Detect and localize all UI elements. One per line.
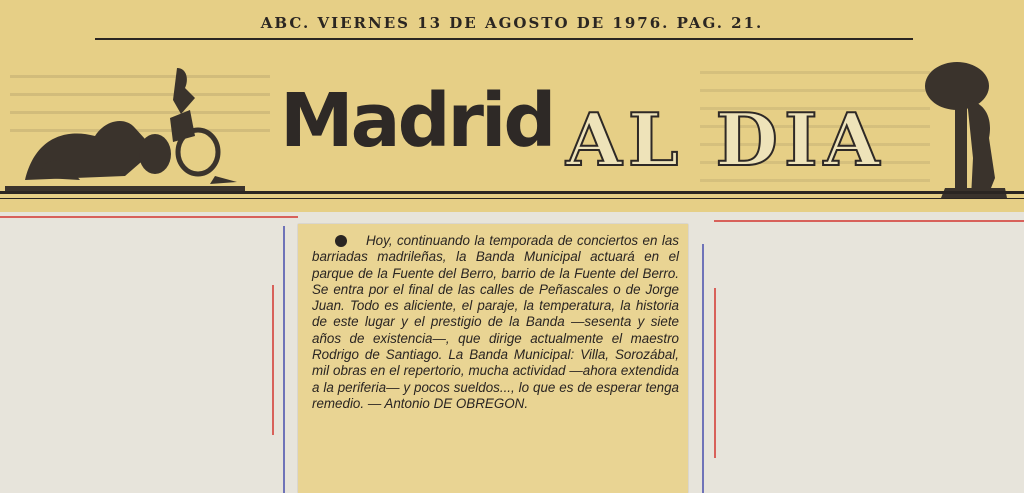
- masthead-al-dia: AL DIA: [566, 97, 886, 182]
- margin-line-blue-vertical-right: [702, 244, 704, 493]
- newspaper-header: [0, 0, 1024, 212]
- margin-line-red-horizontal-right: [714, 220, 1024, 222]
- margin-line-red-vertical-right: [714, 288, 716, 458]
- masthead-madrid: Madrid: [280, 78, 554, 164]
- header-rule-top: [95, 38, 913, 40]
- header-rule-bottom: [0, 191, 1024, 194]
- article-body: Hoy, continuando la temporada de conciertos en las barriadas madrileñas, la Banda Municipal actuará en el parque de la Fuente del Berro, barrio de la Fuente del Berro. Se entra por el final de las calles de Peñascales o de Jorge Juan. Todo es aliciente, el paraje, la temperatura, la historia de este lugar y el prestigio de la Banda —sesenta y siete años de existencia—, que dirige actualmente el maestro Rodrigo de Santiago. La Banda Municipal: Villa, Sorozábal, mil obras en el repertorio, mucha actividad —ahora extendida a la periferia— y pocos sueldos..., lo que es de esperar tenga remedio. — Antonio DE OBREGON.: [312, 233, 679, 411]
- margin-line-blue-vertical-left: [283, 226, 285, 493]
- margin-line-red-horizontal-left: [0, 216, 298, 218]
- margin-line-red-vertical-left: [272, 285, 274, 435]
- article-clipping: [298, 224, 688, 493]
- dateline: ABC. VIERNES 13 DE AGOSTO DE 1976. PAG. 21.: [260, 14, 764, 32]
- bear-and-strawberry-tree-icon: [915, 58, 1015, 208]
- header-rule-bottom-thin: [0, 198, 1024, 199]
- cibeles-fountain-chariot-icon: [5, 58, 245, 198]
